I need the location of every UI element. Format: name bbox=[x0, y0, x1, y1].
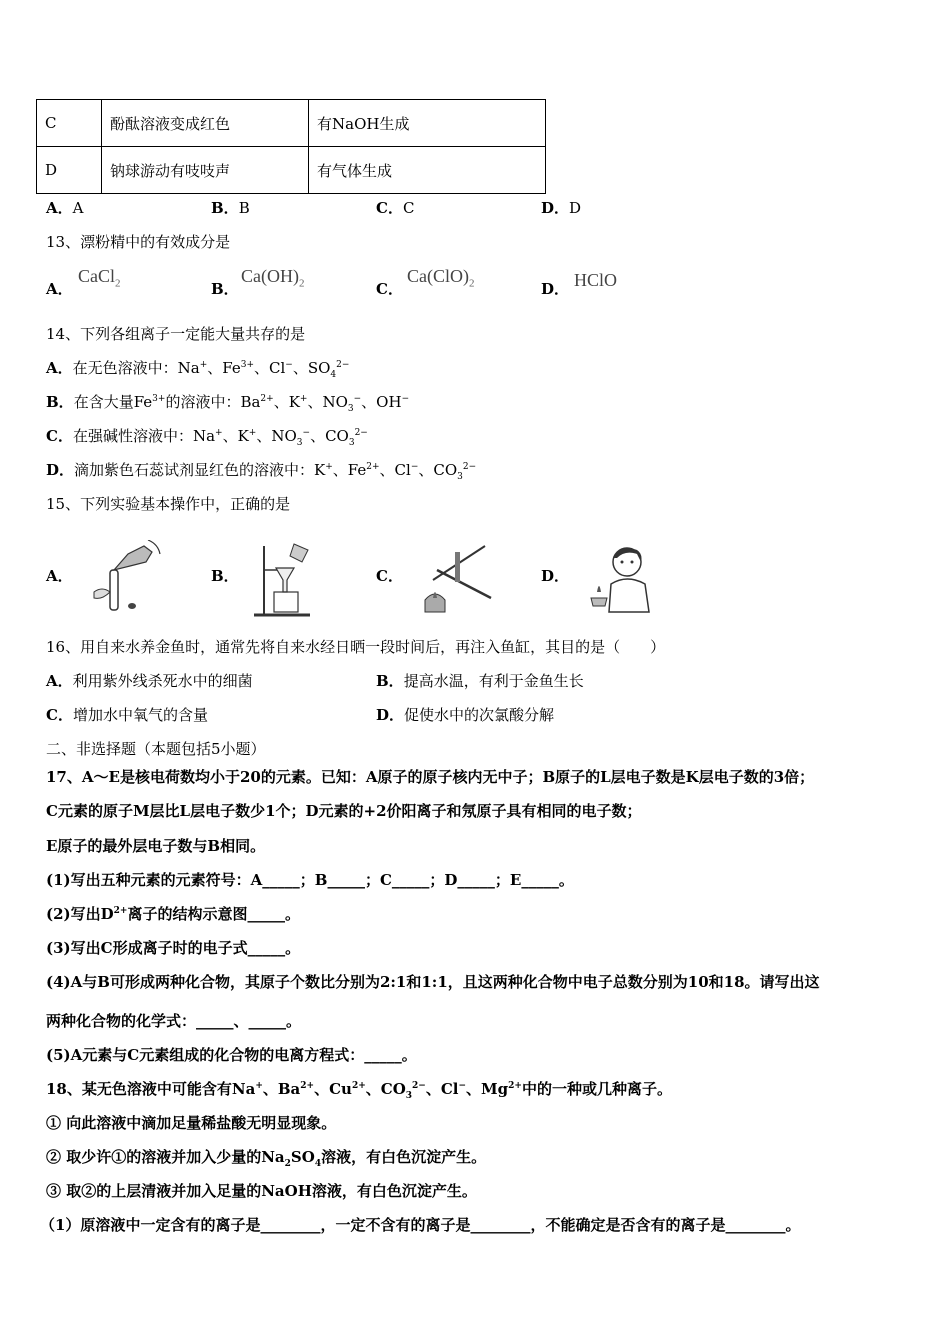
q13-formula-c bbox=[407, 266, 475, 290]
formula-main: HClO bbox=[574, 270, 618, 290]
q16-stem: 16、用自来水养金鱼时，通常先将自来水经日晒一段时间后，再注入鱼缸，其目的是（ ） bbox=[46, 638, 666, 656]
q12-option-a[interactable] bbox=[46, 198, 83, 218]
ion-charge: 2+ bbox=[508, 1081, 522, 1091]
q14-stem: 14、下列各组离子一定能大量共存的是 bbox=[46, 325, 306, 343]
option-letter: C． bbox=[46, 706, 73, 724]
ion-charge: 3+ bbox=[152, 394, 166, 404]
ion-subscript: 3 bbox=[348, 438, 355, 448]
option-text: 增加水中氧气的含量 bbox=[72, 706, 208, 724]
q15-letter-a[interactable]: A． bbox=[46, 567, 73, 585]
ion-charge: 2− bbox=[354, 428, 368, 438]
option-text: 促使水中的次氯酸分解 bbox=[404, 706, 555, 724]
option-letter: B． bbox=[211, 199, 239, 217]
ion-subscript: 3 bbox=[457, 472, 463, 482]
option-letter: A． bbox=[46, 199, 73, 217]
row-label: D bbox=[37, 147, 102, 194]
q16-option-a[interactable] bbox=[46, 671, 253, 691]
ion-subscript: 3 bbox=[347, 404, 354, 414]
answer-table bbox=[36, 99, 546, 194]
q13-formula-a bbox=[78, 266, 121, 290]
option-text: 、NO bbox=[256, 427, 297, 445]
filtration-figure bbox=[250, 540, 325, 620]
stem-text: 中的一种或几种离子。 bbox=[521, 1080, 672, 1098]
q13-letter-b[interactable]: B． bbox=[211, 280, 239, 298]
option-text: B bbox=[238, 199, 250, 217]
q13-letter-c[interactable]: C． bbox=[376, 280, 403, 298]
option-text: 、Cl bbox=[254, 359, 286, 377]
stem-text: 、Ba bbox=[262, 1080, 301, 1098]
q14-option-a[interactable] bbox=[46, 358, 349, 378]
q16-option-b[interactable] bbox=[376, 671, 584, 691]
q18-step2 bbox=[46, 1147, 486, 1167]
option-text: 、CO bbox=[418, 461, 458, 479]
q13-letter-d[interactable]: D． bbox=[541, 280, 570, 298]
formula-sub: 2 bbox=[298, 277, 305, 290]
option-text: 在强碱性溶液中：Na bbox=[72, 427, 216, 445]
section-title: 二、非选择题（本题包括5小题） bbox=[46, 740, 266, 758]
ion-charge: + bbox=[299, 394, 308, 404]
q12-option-d[interactable] bbox=[541, 198, 581, 218]
q13-letter-a[interactable]: A． bbox=[46, 280, 73, 298]
q17-line3: E原子的最外层电子数与B相同。 bbox=[46, 837, 266, 855]
q17-line2: C元素的原子M层比L层电子数少1个；D元素的+2价阳离子和氖原子具有相同的电子数； bbox=[46, 802, 642, 820]
row-phenomenon: 钠球游动有吱吱声 bbox=[102, 147, 309, 194]
option-text: 滴加紫色石蕊试剂显红色的溶液中：K bbox=[74, 461, 326, 479]
ion-charge: + bbox=[255, 1081, 263, 1091]
table-row bbox=[37, 100, 546, 147]
ion-charge: 2− bbox=[336, 360, 350, 370]
q14-option-d[interactable] bbox=[46, 460, 476, 480]
heating-test-tube-figure bbox=[415, 540, 495, 618]
stem-text: 18、某无色溶液中可能含有Na bbox=[46, 1080, 256, 1098]
formula-sub: 2 bbox=[469, 277, 475, 290]
row-conclusion: 有NaOH生成 bbox=[309, 100, 546, 147]
option-text: 、SO bbox=[292, 359, 331, 377]
option-letter: A． bbox=[46, 672, 73, 690]
ion-charge: − bbox=[302, 428, 311, 438]
option-text: 、Fe bbox=[207, 359, 241, 377]
ion-charge: 2+ bbox=[366, 462, 380, 472]
ion-charge: 2− bbox=[462, 462, 477, 472]
q18-question1: （1）原溶液中一定含有的离子是________，一定不含有的离子是________，不能确定是否含有的离子是________。 bbox=[40, 1216, 801, 1234]
ion-charge: − bbox=[285, 360, 293, 370]
q13-formula-b bbox=[241, 266, 305, 290]
q15-letter-c[interactable]: C． bbox=[376, 567, 403, 585]
ion-subscript: 4 bbox=[330, 370, 337, 380]
step-text: SO bbox=[290, 1148, 315, 1166]
q13-stem: 13、漂粉精中的有效成分是 bbox=[46, 233, 231, 251]
q12-option-b[interactable] bbox=[211, 198, 250, 218]
ion-charge: + bbox=[248, 428, 257, 438]
ion-charge: 2+ bbox=[113, 906, 128, 916]
option-text: 、K bbox=[273, 393, 300, 411]
option-letter: C． bbox=[46, 427, 73, 445]
q17-part1: (1)写出五种元素的元素符号：A_____；B_____；C_____；D_____；E_____。 bbox=[46, 871, 574, 889]
stem-text: 、Cu bbox=[314, 1080, 352, 1098]
ion-subscript: 3 bbox=[296, 438, 303, 448]
ion-charge: + bbox=[199, 360, 208, 370]
option-text: 利用紫外线杀死水中的细菌 bbox=[72, 672, 253, 690]
ion-subscript: 3 bbox=[405, 1091, 413, 1101]
formula-sub: 2 bbox=[115, 277, 121, 290]
q15-stem: 15、下列实验基本操作中，正确的是 bbox=[46, 495, 291, 513]
q16-option-d[interactable] bbox=[376, 705, 554, 725]
table-row bbox=[37, 147, 546, 194]
pouring-liquid-figure bbox=[88, 540, 168, 618]
part-text: 离子的结构示意图_____。 bbox=[127, 905, 300, 923]
q14-option-c[interactable] bbox=[46, 426, 368, 446]
ion-charge: 3+ bbox=[240, 360, 255, 370]
row-conclusion: 有气体生成 bbox=[309, 147, 546, 194]
ion-charge: − bbox=[410, 462, 419, 472]
ion-charge: 2+ bbox=[300, 1081, 315, 1091]
option-text: 在含大量Fe bbox=[73, 393, 153, 411]
ion-charge: + bbox=[325, 462, 333, 472]
q15-letter-b[interactable]: B． bbox=[211, 567, 239, 585]
option-letter: D． bbox=[46, 461, 75, 479]
q15-letter-d[interactable]: D． bbox=[541, 567, 570, 585]
option-letter: A． bbox=[46, 359, 73, 377]
q18-step3: ③ 取②的上层清液并加入足量的NaOH溶液，有白色沉淀产生。 bbox=[46, 1182, 477, 1200]
q17-part3: (3)写出C形成离子时的电子式_____。 bbox=[46, 939, 301, 957]
part-text: (2)写出D bbox=[46, 905, 114, 923]
person-lighting-lamp-figure bbox=[585, 540, 660, 615]
option-text: 、NO bbox=[307, 393, 348, 411]
q17-part4b: 两种化合物的化学式：_____、_____。 bbox=[46, 1012, 302, 1030]
option-letter: D． bbox=[541, 199, 570, 217]
ion-charge: 2− bbox=[412, 1081, 426, 1091]
step-text: 溶液，有白色沉淀产生。 bbox=[321, 1148, 487, 1166]
ion-charge: − bbox=[401, 394, 410, 404]
ion-charge: − bbox=[353, 394, 362, 404]
formula-main: Ca(OH) bbox=[241, 266, 299, 286]
option-text: 、OH bbox=[361, 393, 402, 411]
q17-part2 bbox=[46, 904, 300, 924]
q17-part5: (5)A元素与C元素组成的化合物的电离方程式：_____。 bbox=[46, 1046, 417, 1064]
stem-text: 、CO bbox=[365, 1080, 406, 1098]
q17-line1: 17、A～E是核电荷数均小于20的元素。已知：A原子的原子核内无中子；B原子的L层电子数是K层电子数的3倍； bbox=[46, 768, 815, 786]
option-letter: B． bbox=[46, 393, 74, 411]
option-text: 的溶液中：Ba bbox=[165, 393, 261, 411]
option-text: 在无色溶液中：Na bbox=[72, 359, 200, 377]
option-text: A bbox=[72, 199, 84, 217]
q14-option-b[interactable] bbox=[46, 392, 409, 412]
option-text: C bbox=[402, 199, 415, 217]
stem-text: 、Mg bbox=[466, 1080, 509, 1098]
stem-text: 、Cl bbox=[425, 1080, 459, 1098]
option-text: 、Fe bbox=[332, 461, 367, 479]
option-letter: B． bbox=[376, 672, 404, 690]
ion-charge: 2+ bbox=[351, 1081, 366, 1091]
formula-main: Ca(ClO) bbox=[407, 266, 469, 286]
row-label: C bbox=[37, 100, 102, 147]
q12-option-c[interactable] bbox=[376, 198, 414, 218]
step-text: ② 取少许①的溶液并加入少量的Na bbox=[46, 1148, 285, 1166]
q18-step1: ① 向此溶液中滴加足量稀盐酸无明显现象。 bbox=[46, 1114, 337, 1132]
ion-charge: 2+ bbox=[260, 394, 274, 404]
option-letter: C． bbox=[376, 199, 403, 217]
q17-part4a: (4)A与B可形成两种化合物，其原子个数比分别为2:1和1:1，且这两种化合物中电子总数分别为10和18。请写出这 bbox=[46, 973, 820, 991]
ion-charge: − bbox=[458, 1081, 467, 1091]
option-text: 、K bbox=[222, 427, 249, 445]
ion-subscript: 4 bbox=[314, 1159, 322, 1169]
formula-main: CaCl bbox=[78, 266, 116, 286]
q16-option-c[interactable] bbox=[46, 705, 208, 725]
ion-subscript: 2 bbox=[284, 1159, 291, 1169]
option-text: 提高水温，有利于金鱼生长 bbox=[403, 672, 584, 690]
row-phenomenon: 酚酞溶液变成红色 bbox=[102, 100, 309, 147]
q13-formula-d bbox=[574, 270, 617, 291]
ion-charge: + bbox=[215, 428, 223, 438]
q18-stem bbox=[46, 1079, 672, 1099]
option-text: D bbox=[569, 199, 582, 217]
option-text: 、CO bbox=[310, 427, 349, 445]
option-text: 、Cl bbox=[379, 461, 411, 479]
option-letter: D． bbox=[376, 706, 405, 724]
